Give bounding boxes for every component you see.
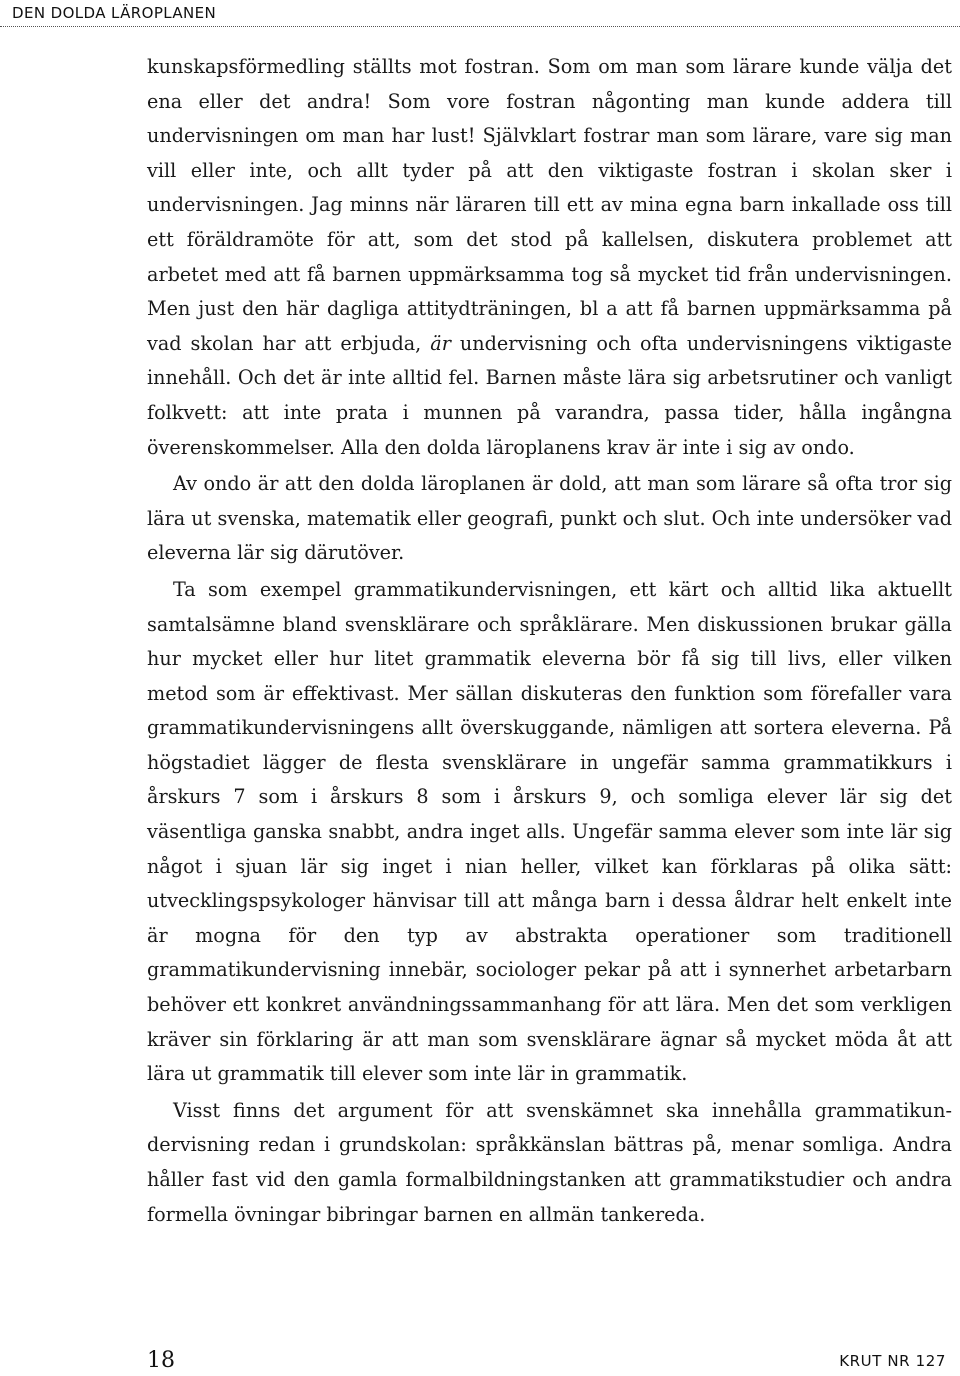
journal-issue: KRUT NR 127 xyxy=(839,1352,946,1370)
paragraph-4: Visst finns det argument för att svenskämnet ska innehålla grammatikundervisning redan i grundskolan: språkkänslan bättras på, menar somliga. Andra håller fast vid den gamla formalbildningstanken att grammatikstudier och andra formella övningar bibringar barnen en allmän tankereda. xyxy=(147,1098,952,1226)
running-title: DEN DOLDA LÄROPLANEN xyxy=(12,4,217,22)
paragraph-2: Av ondo är att den dolda läroplanen är dold, att man som lärare så ofta tror sig lära ut svenska, matematik eller geografi, punkt och slut. Och inte undersöker vad eleverna lär sig därutöver. xyxy=(147,472,952,565)
running-header xyxy=(0,0,960,30)
paragraph-1 xyxy=(147,50,952,465)
paragraph-3: Ta som exempel grammatikundervisningen, ett kärt och alltid lika aktuellt samtalsämne bland svensklärare och språklärare. Men diskussionen brukar gälla hur mycket eller hur litet grammatik eleverna bör få sig till livs, eller vilken metod som är effektivast. Mer sällan diskuteras den funktion som förefaller vara grammatikundervisningens allt överskuggande, nämligen att sortera eleverna. På högstadiet lägger de flesta svensklärare in ungefär samma grammatikkurs i årskurs 7 som i årskurs 8 som i årskurs 9, och somliga elever lär sig det väsentliga ganska snabbt, andra inget alls. Ungefär samma elever som inte lär sig något i sjuan lär sig inget i nian heller, vilket kan förklaras på olika sätt: utvecklingspsykologer hänvisar till att många barn i dessa åldrar helt enkelt inte är mogna för den typ av abstrakta operationer som traditionell grammatikundervisning innebär, sociologer pekar på att i synnerhet arbetarbarn behöver ett konkret användningssammanhang för att lära. Men det som verkligen kräver sin förklaring är att man som svensklärare ägnar så mycket möda åt att lära ut grammatik till elever som inte lär in grammatik. xyxy=(147,577,952,1086)
paragraph-1-text-after: undervisning och ofta undervisningens viktigaste innehåll. Och det är inte alltid fel. Barnen måste lära sig arbetsrutiner och vanligt folkvett: att inte prata i munnen på varandra, passa tider, hålla ingångna överenskommelser. Alla den dolda läroplanens krav är inte i sig av ondo. xyxy=(147,331,952,459)
paragraph-1-emphasis: är xyxy=(430,331,451,355)
page-number: 18 xyxy=(147,1348,175,1373)
header-dotted-rule xyxy=(0,26,960,27)
body-text xyxy=(147,50,952,1232)
paragraph-1-text-before: kunskapsförmedling ställts mot fostran. Som om man som lärare kunde välja det ena eller det andra! Som vore fostran någonting man kunde addera till undervisningen om man har lust! Självklart fostrar man som lärare, vare sig man vill eller inte, och allt tyder på att den viktigaste fostran i skolan sker i undervisningen. Jag minns när läraren till ett av mina egna barn inkallade oss till ett föräldramöte för att, som det stod på kallelsen, diskutera problemet att arbetet med att få barnen uppmärksamma tog så mycket tid från undervisningen. Men just den här dagliga attitydträningen, bl a att få barnen uppmärksamma på vad skolan har att erbjuda, xyxy=(147,55,952,355)
